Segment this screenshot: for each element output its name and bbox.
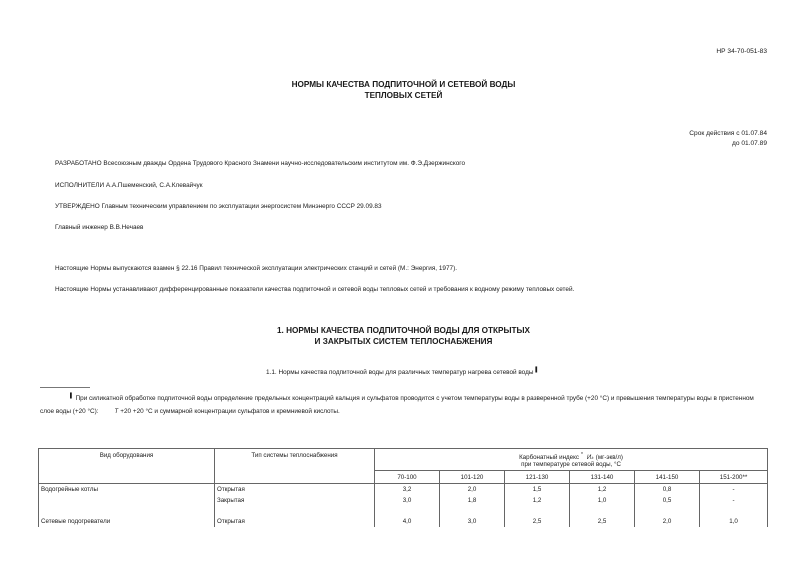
header-temperature-caption: при температуре сетевой воды, °С: [375, 461, 768, 471]
carbonate-units: (мг-экв/л): [595, 454, 623, 462]
footnote-marker-icon: ▌: [70, 393, 74, 399]
value-cell: 1,2: [570, 484, 635, 496]
developed-by: РАЗРАБОТАНО Всесоюзным дважды Ордена Трудового Красного Знамени научно-исследовательским институтом им. Ф.Э.Дзержинского: [55, 160, 466, 167]
temp-range-header: 121-130: [505, 471, 570, 484]
value-cell: 2,5: [570, 516, 635, 527]
footnote-marker-icon: ▌: [535, 367, 539, 373]
replaces-note: Настоящие Нормы выпускаются взамен § 22.16 Правил технической эксплуатации электрических станций и сетей (М.: Энергия, 1977).: [55, 265, 457, 272]
document-title-line2: ТЕПЛОВЫХ СЕТЕЙ: [364, 91, 443, 100]
validity-start: Срок действия с 01.07.84: [689, 130, 767, 137]
equipment-cell: Водогрейные котлы: [39, 484, 215, 496]
value-cell: 1,0: [700, 516, 768, 527]
footnote: [40, 390, 768, 419]
value-cell: 2,5: [505, 516, 570, 527]
value-cell: 1,8: [440, 495, 505, 506]
value-cell: 2,0: [635, 516, 700, 527]
value-cell: 3,0: [440, 516, 505, 527]
table-row: [39, 484, 768, 496]
document-code: НР 34-70-051-83: [716, 48, 767, 55]
executors: ИСПОЛНИТЕЛИ А.А.Пшеменский, С.А.Клевайчук: [55, 182, 203, 189]
value-cell: 0,8: [635, 484, 700, 496]
value-cell: 1,0: [570, 495, 635, 506]
validity-end: до 01.07.89: [731, 140, 767, 147]
value-cell: 4,0: [375, 516, 440, 527]
value-cell: 2,0: [440, 484, 505, 496]
document-title-line1: НОРМЫ КАЧЕСТВА ПОДПИТОЧНОЙ И СЕТЕВОЙ ВОДЫ: [291, 80, 516, 89]
header-system-type: Тип системы теплоснабжения: [215, 449, 375, 484]
footnote-marker-icon: *: [580, 452, 583, 458]
header-equipment: Вид оборудования: [39, 449, 215, 484]
header-carbonate-index: [375, 449, 768, 462]
section-title-line1: 1. НОРМЫ КАЧЕСТВА ПОДПИТОЧНОЙ ВОДЫ ДЛЯ ОТКРЫТЫХ: [276, 326, 530, 335]
temp-range-header: 151-200**: [700, 471, 768, 484]
temp-range-header: 70-100: [375, 471, 440, 484]
temp-range-header: 141-150: [635, 471, 700, 484]
value-cell: 3,2: [375, 484, 440, 496]
value-cell: -: [700, 495, 768, 506]
system-cell: Открытая: [215, 516, 375, 527]
footnote-text-part1: При силикатной обработке подпиточной воды определение предельных концентраций кальция и сульфатов проводится с учетом температуры воды в разверенной трубе (+20 °С) и превышения температуры воды в пристенном слое воды (+20 °С):: [40, 395, 754, 416]
footnote-text-part2: +20 +20 °С и суммарной концентрации сульфатов и кремниевой кислоты.: [120, 408, 340, 416]
establishes-note: Настоящие Нормы устанавливают дифференцированные показатели качества подпиточной и сетевой воды тепловых сетей и требования к водному режиму тепловых сетей.: [55, 286, 575, 293]
footnote-divider: [40, 387, 90, 388]
system-cell: Закрытая: [215, 495, 375, 506]
value-cell: 1,5: [505, 484, 570, 496]
table-row: [39, 516, 768, 527]
section-subtitle: [0, 367, 807, 376]
value-cell: 0,5: [635, 495, 700, 506]
table-spacer-row: [39, 506, 768, 516]
equipment-cell: [39, 495, 215, 506]
carbonate-index-label: Карбонатный индекс: [519, 454, 579, 462]
temperature-symbol: Т: [114, 409, 119, 416]
section-title-line2: И ЗАКРЫТЫХ СИСТЕМ ТЕПЛОСНАБЖЕНИЯ: [314, 337, 493, 346]
water-quality-table: [38, 448, 768, 527]
carbonate-symbol: Иₖ: [586, 455, 594, 462]
value-cell: 1,2: [505, 495, 570, 506]
temp-range-header: 131-140: [570, 471, 635, 484]
table-row: [39, 495, 768, 506]
value-cell: -: [700, 484, 768, 496]
approved-by: УТВЕРЖДЕНО Главным техническим управлением по эксплуатации энергосистем Минэнерго СССР 29.09.83: [55, 203, 382, 210]
chief-engineer: Главный инженер В.В.Нечаев: [55, 224, 144, 231]
temp-range-header: 101-120: [440, 471, 505, 484]
equipment-cell: Сетевые подогреватели: [39, 516, 215, 527]
section-subtitle-text: 1.1. Нормы качества подпиточной воды для различных температур нагрева сетевой воды: [266, 369, 534, 377]
value-cell: 3,0: [375, 495, 440, 506]
system-cell: Открытая: [215, 484, 375, 496]
